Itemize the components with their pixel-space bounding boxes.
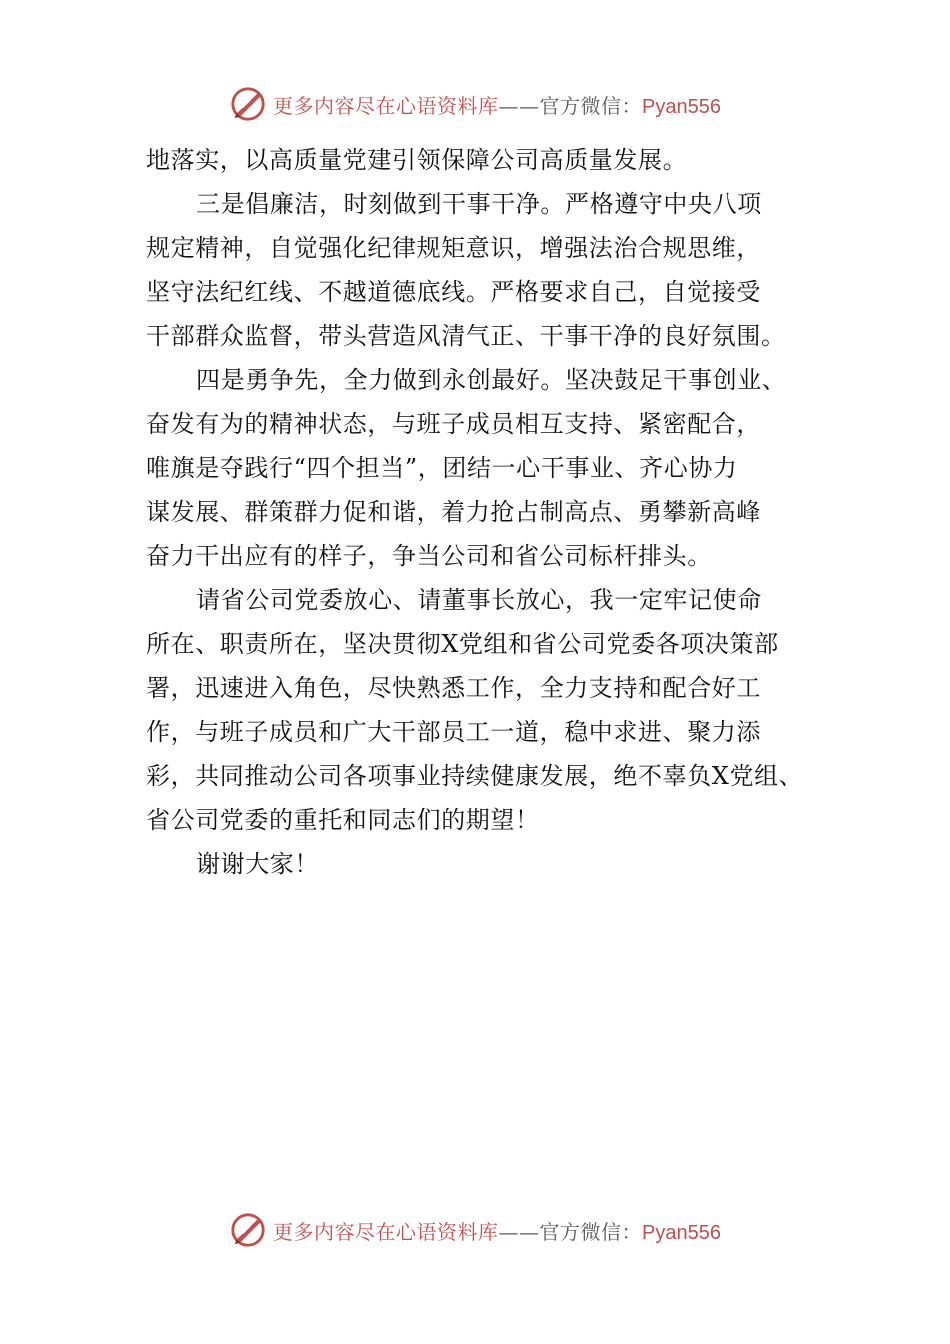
text-line: 干部群众监督，带头营造风清气正、干事干净的良好氛围。 — [146, 322, 786, 350]
text-line: 彩，共同推动公司各项事业持续健康发展，绝不辜负X党组、 — [146, 762, 804, 790]
text-line: 四是勇争先，全力做到永创最好。坚决鼓足干事创业、 — [196, 366, 787, 394]
watermark-dash: —— — [498, 1219, 540, 1244]
watermark-site: 更多内容尽在心语资料库 — [273, 93, 499, 118]
watermark-wechat-label: 官方微信： — [539, 1219, 643, 1244]
footer-watermark — [0, 1208, 950, 1252]
text-line: 署，迅速进入角色，尽快熟悉工作，全力支持和配合好工 — [146, 674, 761, 702]
pen-logo-icon — [229, 85, 267, 123]
watermark-text — [273, 90, 721, 119]
watermark-wechat-label: 官方微信： — [539, 93, 643, 118]
text-line: 作，与班子成员和广大干部员工一道，稳中求进、聚力添 — [146, 718, 761, 746]
pen-logo-icon — [229, 1211, 267, 1249]
text-line: 三是倡廉洁，时刻做到干事干净。严格遵守中央八项 — [196, 190, 762, 218]
header-watermark — [0, 82, 950, 126]
text-line: 省公司党委的重托和同志们的期望！ — [146, 806, 540, 834]
text-line: 谋发展、群策群力促和谐，着力抢占制高点、勇攀新高峰 — [146, 498, 761, 526]
watermark-handle: Pyan556 — [642, 95, 721, 118]
text-line: 奋发有为的精神状态，与班子成员相互支持、紧密配合， — [146, 410, 761, 438]
text-line: 坚守法纪红线、不越道德底线。严格要求自己，自觉接受 — [146, 278, 761, 306]
text-line: 奋力干出应有的样子，争当公司和省公司标杆排头。 — [146, 542, 712, 570]
text-line: 所在、职责所在，坚决贯彻X党组和省公司党委各项决策部 — [146, 630, 779, 658]
text-line: 地落实，以高质量党建引领保障公司高质量发展。 — [146, 146, 688, 174]
watermark-handle: Pyan556 — [642, 1221, 721, 1244]
text-line: 规定精神，自觉强化纪律规矩意识，增强法治合规思维， — [146, 234, 761, 262]
document-body — [146, 138, 814, 886]
watermark-site: 更多内容尽在心语资料库 — [273, 1219, 499, 1244]
watermark-dash: —— — [498, 93, 540, 118]
watermark-text — [273, 1216, 721, 1245]
text-line: 谢谢大家！ — [196, 850, 319, 878]
text-line: 唯旗是夺践行“四个担当”，团结一心干事业、齐心协力 — [146, 454, 738, 482]
text-line: 请省公司党委放心、请董事长放心，我一定牢记使命 — [196, 586, 762, 614]
